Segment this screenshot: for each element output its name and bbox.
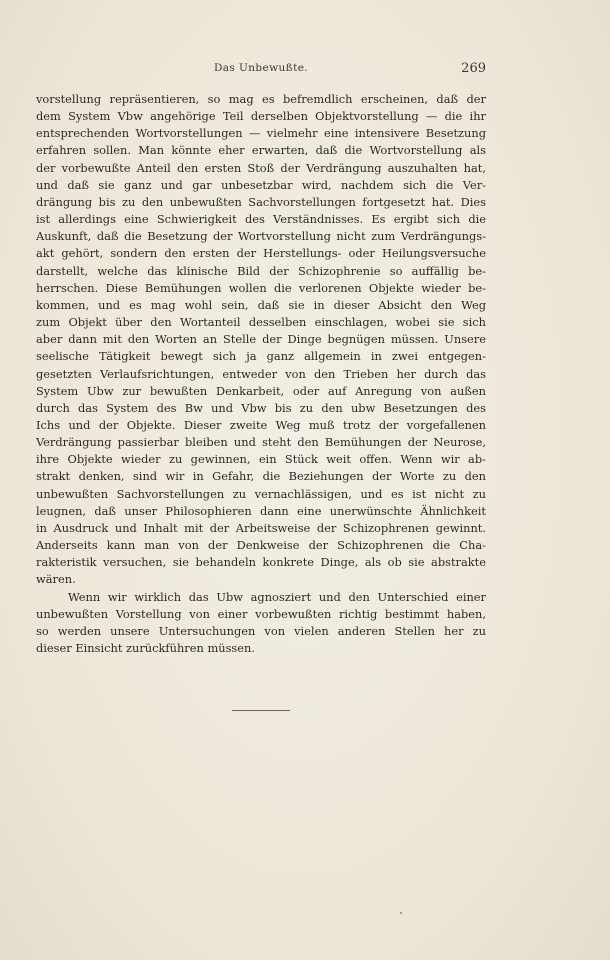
text-line: gesetzten Verlaufsrichtungen, entweder von den Trieben her durch das: [36, 366, 486, 381]
running-title: Das Unbewußte.: [213, 62, 309, 74]
paragraph-2: [36, 589, 486, 658]
text-line: in Ausdruck und Inhalt mit der Arbeitsweise der Schizophrenen gewinnt.: [36, 520, 486, 535]
paper-speck: [400, 912, 402, 914]
text-line: akt gehört, sondern den ersten der Herstellungs- oder Heilungsversuche: [36, 246, 486, 261]
text-line: seelische Tätigkeit bewegt sich ja ganz allgemein in zwei entgegen-: [36, 349, 486, 364]
text-line: darstellt, welche das klinische Bild der Schizophrenie so auffällig be-: [36, 263, 486, 278]
text-line: dieser Einsicht zurückführen müssen.: [36, 641, 255, 655]
text-line: kommen, und es mag wohl sein, daß sie in dieser Absicht den Weg: [36, 297, 486, 312]
text-line: Anderseits kann man von der Denkweise der Schizophrenen die Cha-: [36, 538, 486, 553]
text-line: Verdrängung passierbar bleiben und steht den Bemühungen der Neurose,: [36, 435, 486, 450]
text-line: so werden unsere Untersuchungen von vielen anderen Stellen her zu: [36, 623, 486, 638]
page-header: [36, 62, 486, 78]
text-line: ihre Objekte wieder zu gewinnen, ein Stück weit offen. Wenn wir ab-: [36, 452, 486, 467]
page-number: 269: [461, 61, 486, 76]
text-line: Ichs und der Objekte. Dieser zweite Weg muß trotz der vorgefallenen: [36, 417, 486, 432]
body-text: [36, 91, 486, 657]
text-line: durch das System des Bw und Vbw bis zu den ubw Besetzungen des: [36, 400, 486, 415]
text-line: rakteristik versuchen, sie behandeln konkrete Dinge, als ob sie abstrakte: [36, 555, 486, 570]
text-line: unbewußten Vorstellung von einer vorbewußten richtig bestimmt haben,: [36, 606, 486, 621]
text-line: zum Objekt über den Wortanteil desselben einschlagen, wobei sie sich: [36, 315, 486, 330]
text-line: unbewußten Sachvorstellungen zu vernachlässigen, und es ist nicht zu: [36, 486, 486, 501]
text-line: herrschen. Diese Bemühungen wollen die verlorenen Objekte wieder be-: [36, 280, 486, 295]
text-line: drängung bis zu den unbewußten Sachvorstellungen fortgesetzt hat. Dies: [36, 194, 486, 209]
text-line: entsprechenden Wortvorstellungen — vielmehr eine intensivere Besetzung: [36, 126, 486, 141]
text-line: vorstellung repräsentieren, so mag es befremdlich erscheinen, daß der: [36, 92, 486, 106]
text-line: System Ubw zur bewußten Denkarbeit, oder auf Anregung von außen: [36, 383, 486, 398]
text-line: wären.: [36, 572, 76, 587]
text-line: leugnen, daß unser Philosophieren dann eine unerwünschte Ähnlichkeit: [36, 503, 486, 518]
text-line: der vorbewußte Anteil den ersten Stoß der Verdrängung auszuhalten hat,: [36, 160, 486, 175]
section-divider: [232, 710, 290, 711]
text-line: aber dann mit den Worten an Stelle der Dinge begnügen müssen. Unsere: [36, 332, 486, 347]
text-line: und daß sie ganz und gar unbesetzbar wird, nachdem sich die Ver-: [36, 177, 486, 192]
text-line: Wenn wir wirklich das Ubw agnosziert und den Unterschied einer: [68, 589, 486, 604]
text-line: dem System Vbw angehörige Teil derselben Objektvorstellung — die ihr: [36, 109, 486, 124]
paragraph-1: [36, 91, 486, 589]
text-line: strakt denken, sind wir in Gefahr, die Beziehungen der Worte zu den: [36, 469, 486, 484]
text-line: ist allerdings eine Schwierigkeit des Verständnisses. Es ergibt sich die: [36, 212, 486, 227]
text-line: Auskunft, daß die Besetzung der Wortvorstellung nicht zum Verdrängungs-: [36, 229, 486, 244]
text-line: erfahren sollen. Man könnte eher erwarten, daß die Wortvorstellung als: [36, 143, 486, 158]
